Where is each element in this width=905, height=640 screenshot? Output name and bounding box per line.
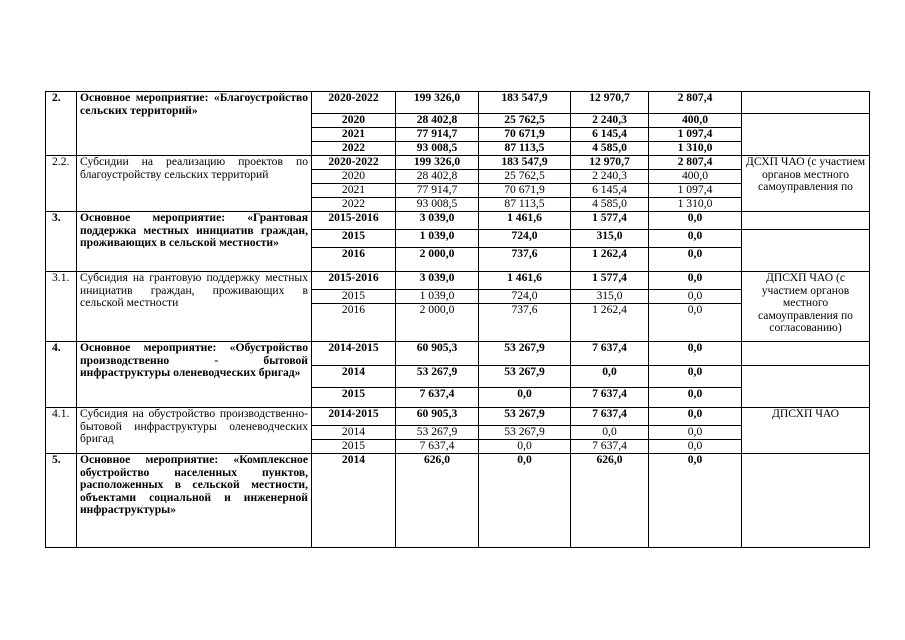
- total-cell: 93 008,5: [396, 198, 479, 212]
- table-row: [46, 272, 870, 290]
- total-cell: 199 326,0: [396, 92, 479, 114]
- total-cell: 3 039,0: [396, 272, 479, 290]
- table-body: [46, 92, 870, 548]
- responsible-cell: [742, 230, 870, 272]
- period-cell: 2015: [312, 290, 396, 304]
- total-cell: 53 267,9: [396, 426, 479, 440]
- regional-cell: 7 637,4: [571, 388, 649, 408]
- total-cell: 53 267,9: [396, 366, 479, 388]
- period-cell: 2015: [312, 230, 396, 248]
- period-cell: 2020-2022: [312, 156, 396, 170]
- row-number: 3.1.: [46, 272, 77, 342]
- local-cell: 0,0: [649, 440, 742, 454]
- federal-cell: 724,0: [479, 230, 571, 248]
- table-row: [46, 156, 870, 170]
- row-number: 2.2.: [46, 156, 77, 212]
- local-cell: 0,0: [649, 230, 742, 248]
- measure-name: Основное мероприятие: «Обустройство производственно - бытовой инфраструктуры оленеводческих бригад»: [77, 342, 312, 408]
- regional-cell: 4 585,0: [571, 142, 649, 156]
- federal-cell: 0,0: [479, 440, 571, 454]
- table-row: [46, 408, 870, 426]
- regional-cell: 7 637,4: [571, 440, 649, 454]
- federal-cell: 0,0: [479, 454, 571, 548]
- federal-cell: 70 671,9: [479, 128, 571, 142]
- responsible-executor: ДПСХП ЧАО: [742, 408, 870, 454]
- total-cell: 28 402,8: [396, 170, 479, 184]
- federal-cell: 53 267,9: [479, 408, 571, 426]
- table-row: [46, 342, 870, 366]
- federal-cell: 53 267,9: [479, 426, 571, 440]
- local-cell: 400,0: [649, 170, 742, 184]
- responsible-cell: [742, 366, 870, 408]
- regional-cell: 7 637,4: [571, 408, 649, 426]
- regional-cell: 12 970,7: [571, 92, 649, 114]
- local-cell: 2 807,4: [649, 92, 742, 114]
- responsible-cell: [742, 114, 870, 156]
- federal-cell: 1 461,6: [479, 272, 571, 290]
- local-cell: 0,0: [649, 408, 742, 426]
- regional-cell: 626,0: [571, 454, 649, 548]
- period-cell: 2016: [312, 248, 396, 272]
- federal-cell: 87 113,5: [479, 142, 571, 156]
- total-cell: 93 008,5: [396, 142, 479, 156]
- regional-cell: 1 262,4: [571, 304, 649, 342]
- responsible-cell: [742, 92, 870, 114]
- regional-cell: 6 145,4: [571, 128, 649, 142]
- local-cell: 1 097,4: [649, 184, 742, 198]
- regional-cell: 6 145,4: [571, 184, 649, 198]
- period-cell: 2014: [312, 426, 396, 440]
- regional-cell: 315,0: [571, 290, 649, 304]
- federal-cell: 0,0: [479, 388, 571, 408]
- regional-cell: 1 577,4: [571, 272, 649, 290]
- regional-cell: 315,0: [571, 230, 649, 248]
- federal-cell: 70 671,9: [479, 184, 571, 198]
- federal-cell: 53 267,9: [479, 342, 571, 366]
- period-cell: 2014: [312, 454, 396, 548]
- total-cell: 2 000,0: [396, 304, 479, 342]
- local-cell: 400,0: [649, 114, 742, 128]
- local-cell: 0,0: [649, 248, 742, 272]
- total-cell: 2 000,0: [396, 248, 479, 272]
- federal-cell: 183 547,9: [479, 156, 571, 170]
- measure-name: Основное мероприятие: «Грантовая поддержка местных инициатив граждан, проживающих в сельской местности»: [77, 212, 312, 272]
- federal-cell: 25 762,5: [479, 170, 571, 184]
- local-cell: 0,0: [649, 342, 742, 366]
- federal-cell: 737,6: [479, 304, 571, 342]
- regional-cell: 2 240,3: [571, 170, 649, 184]
- federal-cell: 183 547,9: [479, 92, 571, 114]
- federal-cell: 25 762,5: [479, 114, 571, 128]
- regional-cell: 12 970,7: [571, 156, 649, 170]
- row-number: 3.: [46, 212, 77, 272]
- local-cell: 0,0: [649, 290, 742, 304]
- row-number: 4.1.: [46, 408, 77, 454]
- local-cell: 0,0: [649, 426, 742, 440]
- local-cell: 1 310,0: [649, 142, 742, 156]
- period-cell: 2016: [312, 304, 396, 342]
- period-cell: 2021: [312, 128, 396, 142]
- responsible-executor: ДСХП ЧАО (с участием органов местного самоуправления по: [742, 156, 870, 212]
- local-cell: 0,0: [649, 454, 742, 548]
- row-number: 4.: [46, 342, 77, 408]
- period-cell: 2021: [312, 184, 396, 198]
- total-cell: 7 637,4: [396, 440, 479, 454]
- federal-cell: 1 461,6: [479, 212, 571, 230]
- table-row: [46, 454, 870, 548]
- period-cell: 2022: [312, 198, 396, 212]
- regional-cell: 2 240,3: [571, 114, 649, 128]
- regional-cell: 4 585,0: [571, 198, 649, 212]
- responsible-cell: [742, 212, 870, 230]
- total-cell: 60 905,3: [396, 408, 479, 426]
- regional-cell: 1 577,4: [571, 212, 649, 230]
- total-cell: 77 914,7: [396, 128, 479, 142]
- total-cell: 199 326,0: [396, 156, 479, 170]
- regional-cell: 0,0: [571, 426, 649, 440]
- responsible-cell: [742, 454, 870, 548]
- total-cell: 28 402,8: [396, 114, 479, 128]
- total-cell: 7 637,4: [396, 388, 479, 408]
- row-number: 2.: [46, 92, 77, 156]
- measure-name: Основное мероприятие: «Комплексное обустройство населенных пунктов, расположенных в сельской местности, объектами социальной и инженерной инфраструктуры»: [77, 454, 312, 548]
- total-cell: 77 914,7: [396, 184, 479, 198]
- total-cell: 3 039,0: [396, 212, 479, 230]
- period-cell: 2014-2015: [312, 342, 396, 366]
- local-cell: 2 807,4: [649, 156, 742, 170]
- federal-cell: 737,6: [479, 248, 571, 272]
- period-cell: 2015: [312, 388, 396, 408]
- period-cell: 2014-2015: [312, 408, 396, 426]
- total-cell: 60 905,3: [396, 342, 479, 366]
- table-row: [46, 212, 870, 230]
- responsible-executor: ДПСХП ЧАО (с участием органов местного самоуправления по согласованию): [742, 272, 870, 342]
- federal-cell: 87 113,5: [479, 198, 571, 212]
- measure-name: Субсидия на грантовую поддержку местных инициатив граждан, проживающих в сельской местности: [77, 272, 312, 342]
- regional-cell: 7 637,4: [571, 342, 649, 366]
- measure-name: Основное мероприятие: «Благоустройство сельских территорий»: [77, 92, 312, 156]
- local-cell: 0,0: [649, 304, 742, 342]
- period-cell: 2015-2016: [312, 272, 396, 290]
- federal-cell: 53 267,9: [479, 366, 571, 388]
- local-cell: 0,0: [649, 388, 742, 408]
- local-cell: 0,0: [649, 366, 742, 388]
- local-cell: 1 310,0: [649, 198, 742, 212]
- row-number: 5.: [46, 454, 77, 548]
- local-cell: 0,0: [649, 212, 742, 230]
- period-cell: 2020: [312, 170, 396, 184]
- period-cell: 2015-2016: [312, 212, 396, 230]
- period-cell: 2020: [312, 114, 396, 128]
- total-cell: 1 039,0: [396, 290, 479, 304]
- regional-cell: 1 262,4: [571, 248, 649, 272]
- program-funding-table: [45, 91, 870, 548]
- period-cell: 2015: [312, 440, 396, 454]
- period-cell: 2022: [312, 142, 396, 156]
- local-cell: 0,0: [649, 272, 742, 290]
- table-row: [46, 92, 870, 114]
- measure-name: Субсидия на обустройство производственно-бытовой инфраструктуры оленеводческих бригад: [77, 408, 312, 454]
- total-cell: 626,0: [396, 454, 479, 548]
- federal-cell: 724,0: [479, 290, 571, 304]
- period-cell: 2020-2022: [312, 92, 396, 114]
- total-cell: 1 039,0: [396, 230, 479, 248]
- local-cell: 1 097,4: [649, 128, 742, 142]
- period-cell: 2014: [312, 366, 396, 388]
- regional-cell: 0,0: [571, 366, 649, 388]
- responsible-cell: [742, 342, 870, 366]
- measure-name: Субсидии на реализацию проектов по благоустройству сельских территорий: [77, 156, 312, 212]
